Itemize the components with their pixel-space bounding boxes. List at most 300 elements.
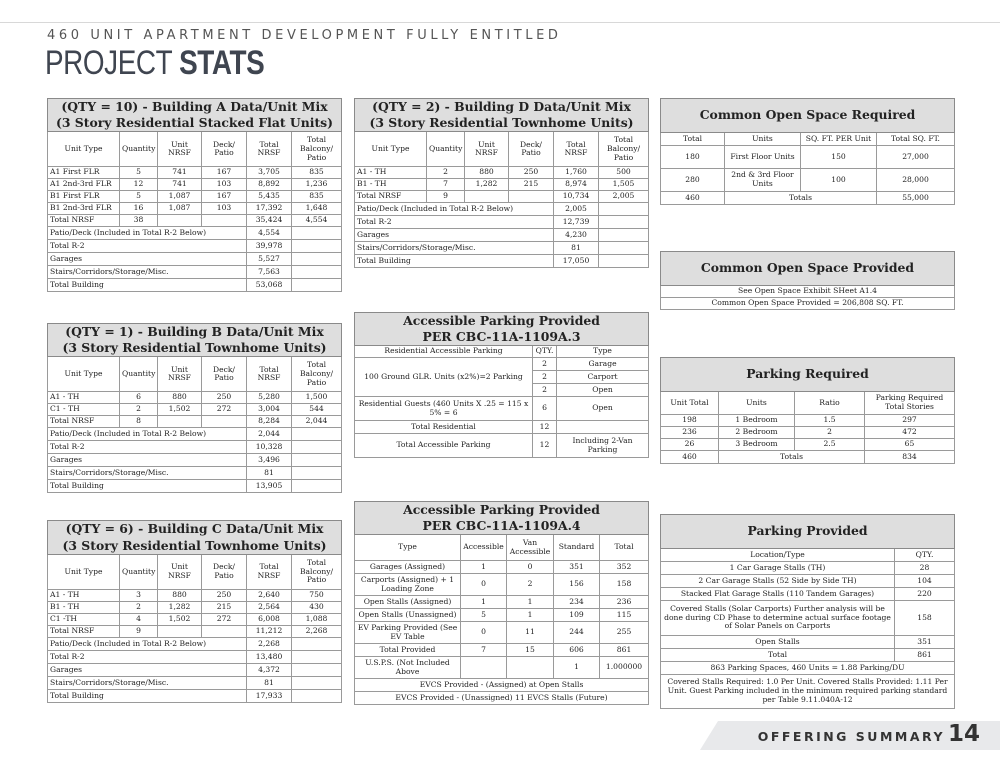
column-header: Unit Type (48, 132, 120, 167)
table-cell: 236 (661, 427, 719, 439)
accessible-parking-a4-title-line2: PER CBC-11A-1109A.4 (422, 518, 581, 534)
table-cell (158, 215, 202, 227)
table-cell: B1 - TH (355, 179, 427, 191)
table-cell: 35,424 (247, 215, 292, 227)
summary-label: Total Building (48, 279, 247, 292)
column-header: Unit NRSF (158, 132, 202, 167)
table-row (48, 614, 342, 626)
building-a-table (47, 98, 342, 292)
column-header: QTY. (895, 549, 955, 562)
table-cell: 2 Bedroom (719, 427, 795, 439)
column-header: Type (557, 346, 649, 358)
table-row (355, 644, 649, 657)
table-cell: 156 (554, 574, 600, 596)
accessible-parking-a3-title-line1: Accessible Parking Provided (403, 313, 600, 328)
table-row (48, 392, 342, 404)
column-header: Total NRSF (247, 555, 292, 590)
table-cell: 28 (895, 562, 955, 575)
open-space-required-title: Common Open Space Required (661, 99, 955, 133)
table-row (661, 192, 955, 205)
column-header: Unit Type (48, 555, 120, 590)
summary-value: 81 (247, 677, 292, 690)
column-header: Total NRSF (247, 357, 292, 392)
table-cell: Open Stalls (Unassigned) (355, 609, 461, 622)
table-row (661, 451, 955, 464)
table-cell: A1 2nd-3rd FLR (48, 179, 120, 191)
table-cell: 1,760 (554, 167, 599, 179)
accessible-parking-a3-title-line2: PER CBC-11A-1109A.3 (422, 329, 581, 345)
table-row (48, 404, 342, 416)
table-row (661, 562, 955, 575)
table-row (355, 434, 649, 458)
parking-provided-title: Parking Provided (661, 515, 955, 549)
table-cell: Totals (725, 192, 877, 205)
column-header: Quantity (120, 555, 158, 590)
table-row (355, 574, 649, 596)
summary-value: 13,905 (247, 480, 292, 493)
summary-value: 81 (247, 467, 292, 480)
summary-value: 12,739 (554, 216, 599, 229)
table-cell: 460 (661, 451, 719, 464)
building-b-title-line2: (3 Story Residential Townhome Units) (62, 340, 327, 356)
table-cell: 861 (600, 644, 649, 657)
table-row (661, 588, 955, 601)
table-header-row (48, 357, 342, 392)
table-cell: 544 (292, 404, 342, 416)
summary-value: 2,044 (247, 428, 292, 441)
column-header: Total Balcony/ Patio (292, 357, 342, 392)
table-cell: 4 (120, 614, 158, 626)
table-cell: 9 (427, 191, 465, 203)
table-header-row (355, 535, 649, 561)
table-cell: 198 (661, 415, 719, 427)
table-row (355, 421, 649, 434)
summary-value: 39,978 (247, 240, 292, 253)
column-header: Total Balcony/ Patio (292, 132, 342, 167)
table-row (661, 636, 955, 649)
summary-row (48, 677, 342, 690)
table-cell: Total (661, 649, 895, 662)
summary-label: Total R-2 (48, 441, 247, 454)
table-cell: 255 (600, 622, 649, 644)
table-cell: First Floor Units (725, 146, 801, 169)
table-cell: 2 (795, 427, 865, 439)
table-cell: See Open Space Exhibit SHeet A1.4 (661, 286, 955, 298)
summary-row (48, 428, 342, 441)
column-header: Total Balcony/ Patio (292, 555, 342, 590)
summary-label: Total R-2 (48, 240, 247, 253)
table-cell: 2,268 (292, 626, 342, 638)
column-header: QTY. (533, 346, 557, 358)
column-header: Unit Type (48, 357, 120, 392)
table-cell: 250 (509, 167, 554, 179)
empty-cell (599, 216, 649, 229)
table-row (355, 561, 649, 574)
table-note: 863 Parking Spaces, 460 Units = 1.88 Parking/DU (661, 662, 955, 675)
accessible-parking-a4-title-line1: Accessible Parking Provided (403, 502, 600, 517)
table-cell: A1 - TH (48, 590, 120, 602)
page-number: 14 (947, 721, 980, 747)
column-header: Accessible (461, 535, 507, 561)
table-cell: 158 (600, 574, 649, 596)
summary-value: 17,050 (554, 255, 599, 268)
table-cell: EV Parking Provided (See EV Table (355, 622, 461, 644)
summary-value: 4,554 (247, 227, 292, 240)
table-cell: 10,734 (554, 191, 599, 203)
table-cell: Total Residential (355, 421, 533, 434)
table-cell (158, 626, 202, 638)
table-cell: 741 (158, 167, 202, 179)
table-cell: 750 (292, 590, 342, 602)
table-cell: B1 2nd-3rd FLR (48, 203, 120, 215)
empty-cell (292, 480, 342, 493)
summary-row (48, 227, 342, 240)
building-b-table (47, 323, 342, 493)
table-cell: 38 (120, 215, 158, 227)
table-header-row (355, 132, 649, 167)
column-header: Deck/ Patio (202, 555, 247, 590)
table-cell: Total Accessible Parking (355, 434, 533, 458)
building-d-title-line2: (3 Story Residential Townhome Units) (369, 115, 634, 131)
summary-row (48, 279, 342, 292)
table-row (661, 415, 955, 427)
table-cell: 1.5 (795, 415, 865, 427)
table-cell: 1 Bedroom (719, 415, 795, 427)
summary-label: Garages (48, 454, 247, 467)
column-header: Deck/ Patio (202, 357, 247, 392)
summary-label: Stairs/Corridors/Storage/Misc. (48, 677, 247, 690)
empty-cell (599, 255, 649, 268)
table-cell (461, 657, 507, 679)
table-cell: Open Stalls (661, 636, 895, 649)
summary-row (48, 454, 342, 467)
table-cell: 65 (865, 439, 955, 451)
note-row (355, 692, 649, 705)
empty-cell (292, 664, 342, 677)
table-cell: 2 (533, 371, 557, 384)
table-cell: Covered Stalls (Solar Carports) Further analysis will be done during CD Phase to determine actual surface footage of Solar Panels on Carports (661, 601, 895, 636)
summary-row (48, 441, 342, 454)
title-bold: STATS (179, 44, 265, 82)
column-header: Location/Type (661, 549, 895, 562)
table-row (48, 602, 342, 614)
table-cell: 1,502 (158, 404, 202, 416)
summary-row (48, 664, 342, 677)
table-cell: 1,282 (158, 602, 202, 614)
table-cell: A1 First FLR (48, 167, 120, 179)
table-note: Covered Stalls Required: 1.0 Per Unit. Covered Stalls Provided: 1.11 Per Unit. Guest Parking included in the minimum required parking standard per Table 9.11.040A-12 (661, 675, 955, 709)
table-row (661, 601, 955, 636)
table-cell: 500 (599, 167, 649, 179)
note-row (355, 679, 649, 692)
column-header: Type (355, 535, 461, 561)
table-row (48, 203, 342, 215)
table-cell (202, 626, 247, 638)
table-cell: 28,000 (877, 169, 955, 192)
open-space-required-table (660, 98, 955, 205)
table-cell: 1,087 (158, 191, 202, 203)
table-cell: 4,554 (292, 215, 342, 227)
table-cell: 236 (600, 596, 649, 609)
summary-label: Garages (48, 664, 247, 677)
summary-row (48, 467, 342, 480)
table-cell: Total NRSF (48, 416, 120, 428)
table-cell: 12 (533, 421, 557, 434)
summary-label: Total R-2 (48, 651, 247, 664)
table-cell: 158 (895, 601, 955, 636)
table-cell: 2,005 (599, 191, 649, 203)
column-header: Total (661, 133, 725, 146)
summary-value: 2,268 (247, 638, 292, 651)
table-cell: Garage (557, 358, 649, 371)
empty-cell (292, 441, 342, 454)
summary-label: Patio/Deck (Included in Total R-2 Below) (48, 638, 247, 651)
table-row (48, 215, 342, 227)
table-cell: 5 (120, 191, 158, 203)
summary-row (355, 229, 649, 242)
building-d-title-line1: (QTY = 2) - Building D Data/Unit Mix (372, 99, 631, 114)
summary-label: Total R-2 (355, 216, 554, 229)
table-row (355, 596, 649, 609)
table-cell: 351 (895, 636, 955, 649)
column-header: Unit NRSF (158, 555, 202, 590)
table-cell: 835 (292, 167, 342, 179)
table-cell: Open (557, 397, 649, 421)
table-cell: 430 (292, 602, 342, 614)
table-cell: Total NRSF (355, 191, 427, 203)
summary-value: 3,496 (247, 454, 292, 467)
column-header: Standard (554, 535, 600, 561)
table-cell: 1 (507, 596, 554, 609)
table-cell: 16 (120, 203, 158, 215)
table-cell: 215 (202, 602, 247, 614)
table-row (661, 298, 955, 310)
building-c-title-line2: (3 Story Residential Townhome Units) (62, 537, 327, 553)
column-header: Total SQ. FT. (877, 133, 955, 146)
empty-cell (292, 428, 342, 441)
table-cell: 0 (461, 622, 507, 644)
table-cell: 472 (865, 427, 955, 439)
table-cell: Total NRSF (48, 626, 120, 638)
parking-required-title: Parking Required (661, 358, 955, 392)
table-cell (465, 191, 509, 203)
table-cell: 6 (120, 392, 158, 404)
column-header: Deck/ Patio (509, 132, 554, 167)
table-cell: 17,392 (247, 203, 292, 215)
table-cell: 835 (292, 191, 342, 203)
table-cell: Stacked Flat Garage Stalls (110 Tandem Garages) (661, 588, 895, 601)
summary-label: Stairs/Corridors/Storage/Misc. (355, 242, 554, 255)
table-cell: 104 (895, 575, 955, 588)
table-cell: Residential Guests (460 Units X .25 = 115 x 5% = 6 (355, 397, 533, 421)
table-cell: 6 (533, 397, 557, 421)
table-cell: 2,564 (247, 602, 292, 614)
table-cell: 150 (801, 146, 877, 169)
table-cell: 55,000 (877, 192, 955, 205)
summary-value: 4,372 (247, 664, 292, 677)
summary-label: Stairs/Corridors/Storage/Misc. (48, 467, 247, 480)
column-header: Units (725, 133, 801, 146)
building-b-title-line1: (QTY = 1) - Building B Data/Unit Mix (65, 324, 324, 339)
table-cell: 351 (554, 561, 600, 574)
column-header: Ratio (795, 392, 865, 415)
table-cell: 7 (461, 644, 507, 657)
empty-cell (292, 240, 342, 253)
table-cell: 8,284 (247, 416, 292, 428)
table-cell (509, 191, 554, 203)
table-cell: 11,212 (247, 626, 292, 638)
table-header-row (355, 346, 649, 358)
table-cell: 3,705 (247, 167, 292, 179)
table-cell: 1,282 (465, 179, 509, 191)
table-cell: 352 (600, 561, 649, 574)
table-cell: 103 (202, 203, 247, 215)
table-cell: Open Stalls (Assigned) (355, 596, 461, 609)
building-c-title-line1: (QTY = 6) - Building C Data/Unit Mix (65, 521, 324, 537)
column-header: Quantity (427, 132, 465, 167)
table-row (355, 179, 649, 191)
table-cell: 6,008 (247, 614, 292, 626)
table-cell (507, 657, 554, 679)
table-cell: 1 (461, 561, 507, 574)
building-c-table (47, 520, 342, 703)
summary-row (355, 242, 649, 255)
table-cell: 272 (202, 404, 247, 416)
table-note: EVCS Provided - (Unassigned) 11 EVCS Stalls (Future) (355, 692, 649, 705)
column-header: Quantity (120, 132, 158, 167)
table-cell: 7 (427, 179, 465, 191)
table-row (355, 167, 649, 179)
table-cell (202, 416, 247, 428)
footer-label: OFFERING SUMMARY (757, 729, 945, 744)
empty-cell (292, 638, 342, 651)
table-cell: 861 (895, 649, 955, 662)
page-subtitle: 460 UNIT APARTMENT DEVELOPMENT FULLY ENTITLED (47, 28, 562, 43)
table-cell (158, 416, 202, 428)
column-header: Residential Accessible Parking (355, 346, 533, 358)
table-cell: 2 (507, 574, 554, 596)
table-row (48, 167, 342, 179)
table-cell: 27,000 (877, 146, 955, 169)
table-cell: B1 - TH (48, 602, 120, 614)
empty-cell (292, 279, 342, 292)
table-cell: Totals (719, 451, 865, 464)
note-row (661, 662, 955, 675)
summary-label: Patio/Deck (Included in Total R-2 Below) (48, 428, 247, 441)
table-cell: 234 (554, 596, 600, 609)
summary-value: 17,933 (247, 690, 292, 703)
table-header-row (661, 133, 955, 146)
summary-row (48, 638, 342, 651)
table-cell: 26 (661, 439, 719, 451)
table-header-row (48, 555, 342, 590)
summary-row (355, 203, 649, 216)
table-row (661, 146, 955, 169)
table-cell: Common Open Space Provided = 206,808 SQ. FT. (661, 298, 955, 310)
summary-value: 13,480 (247, 651, 292, 664)
accessible-parking-a3-table (354, 312, 649, 458)
table-cell: 11 (507, 622, 554, 644)
table-row (355, 622, 649, 644)
table-cell: 1,087 (158, 203, 202, 215)
table-cell: 3 Bedroom (719, 439, 795, 451)
table-header-row (48, 132, 342, 167)
table-cell: C1 -TH (48, 614, 120, 626)
table-cell: 1 (554, 657, 600, 679)
summary-label: Total Building (355, 255, 554, 268)
building-a-title-line2: (3 Story Residential Stacked Flat Units) (56, 115, 334, 131)
column-header: Van Accessible (507, 535, 554, 561)
table-cell: 103 (202, 179, 247, 191)
accessible-parking-a4-title (355, 502, 649, 535)
table-cell: 250 (202, 590, 247, 602)
summary-label: Garages (355, 229, 554, 242)
top-rule (0, 22, 1000, 23)
table-cell: B1 First FLR (48, 191, 120, 203)
empty-cell (557, 421, 649, 434)
column-header: Unit NRSF (158, 357, 202, 392)
empty-cell (292, 651, 342, 664)
table-cell: 1,648 (292, 203, 342, 215)
building-c-title (48, 521, 342, 555)
summary-label: Patio/Deck (Included in Total R-2 Below) (355, 203, 554, 216)
table-cell: 244 (554, 622, 600, 644)
table-cell: 2nd & 3rd Floor Units (725, 169, 801, 192)
summary-value: 5,527 (247, 253, 292, 266)
table-cell: 220 (895, 588, 955, 601)
table-cell: 280 (661, 169, 725, 192)
table-cell: 0 (507, 561, 554, 574)
summary-value: 81 (554, 242, 599, 255)
table-cell: 880 (158, 392, 202, 404)
table-header-row (661, 549, 955, 562)
summary-value: 10,328 (247, 441, 292, 454)
table-cell: 3,004 (247, 404, 292, 416)
empty-cell (599, 203, 649, 216)
table-row (48, 590, 342, 602)
open-space-provided-table (660, 251, 955, 310)
table-cell: 2 (120, 404, 158, 416)
building-a-title (48, 99, 342, 132)
building-d-table (354, 98, 649, 268)
column-header: SQ. FT. PER Unit (801, 133, 877, 146)
table-cell: 2 (120, 602, 158, 614)
table-cell: 1,236 (292, 179, 342, 191)
column-header: Unit NRSF (465, 132, 509, 167)
building-a-title-line1: (QTY = 10) - Building A Data/Unit Mix (61, 99, 328, 114)
table-cell: 215 (509, 179, 554, 191)
column-header: Total NRSF (554, 132, 599, 167)
empty-cell (292, 467, 342, 480)
column-header: Unit Total (661, 392, 719, 415)
table-cell: 606 (554, 644, 600, 657)
table-cell: 100 Ground GLR. Units (x2%)=2 Parking (355, 358, 533, 397)
table-cell: 460 (661, 192, 725, 205)
table-cell: 741 (158, 179, 202, 191)
column-header: Parking Required Total Stories (865, 392, 955, 415)
table-cell: 167 (202, 167, 247, 179)
table-cell: 8 (120, 416, 158, 428)
table-cell: 5 (461, 609, 507, 622)
empty-cell (599, 229, 649, 242)
empty-cell (292, 253, 342, 266)
table-cell: 8,974 (554, 179, 599, 191)
table-cell: Carports (Assigned) + 1 Loading Zone (355, 574, 461, 596)
table-cell: 2.5 (795, 439, 865, 451)
summary-row (48, 690, 342, 703)
table-cell: 1 Car Garage Stalls (TH) (661, 562, 895, 575)
empty-cell (292, 454, 342, 467)
